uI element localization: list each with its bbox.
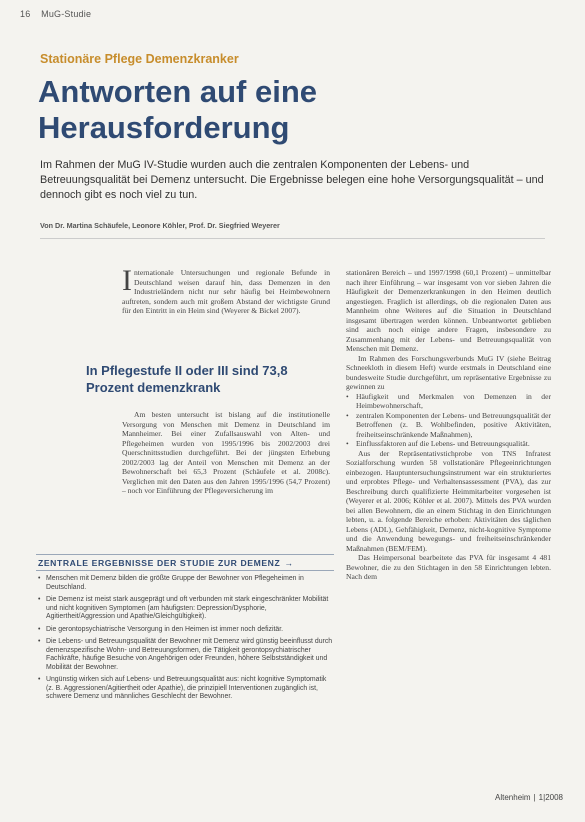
magazine-name: Altenheim [495,793,531,802]
box-title-text: ZENTRALE ERGEBNISSE DER STUDIE ZUR DEMENZ [38,558,281,568]
arrow-right-icon: → [284,558,294,568]
title-line-2: Herausforderung [38,110,290,145]
body-paragraph-3: stationären Bereich – und 1997/1998 (60,1 Prozent) – unmittelbar nach ihrer Einführung – war insgesamt von vor sieben Jahren die Häufigkeit der Demenzerkrankungen in den Heimen deutlich angestiegen. Fraglich ist allerdings, ob die regionalen Daten aus Mannheim ohne Weiteres auf die Situation in Deutschland insgesamt übertragen werden können. Unbeantwortet geblieben sind auch noch einige andere Fragen, insbesondere zu Zusammenhang mit der Lebens- und Betreuungsqualität von Menschen mit Demenz. [346,268,551,353]
body-paragraph-5: Aus der Repräsentativstichprobe von TNS Infratest Sozialforschung wurden 58 vollstationäre Pflegeeinrichtungen einbezogen. Hauptuntersuchungsinstrument war ein strukturiertes und erprobtes Pflege- und Verhaltensassessment (PVA), das zur Beschreibung durch qualifizierte Heimmitarbeiter vorgesehen ist (Weyerer et al. 2006; Köhler et al. 2007). Mittels des PVA wurden bei allen Bewohnern, die an einem Stichtag in den Einrichtungen lebten, u. a. folgende Bereiche erhoben: Aktivitäten des täglichen Lebens (ADL), Gehfähigkeit, Demenz, nicht-kognitive Symptome und die Anwendung bewegungs- und freiheitseinschränkender Maßnahmen (BEM/FEM). [346,448,551,553]
finding-item: • Ungünstig wirken sich auf Lebens- und Betreuungsqualität aus: nicht kognitive Symptomatik (z. B. Aggressionen/Agitiertheit oder Apathie), die prinzipiell Interventionen zugänglich ist, schwere Demenz und männliches Geschlecht der Bewohner. [36,676,334,702]
finding-item: • Die Lebens- und Betreuungsqualität der Bewohner mit Demenz wird günstig beeinflusst durch demenzspezifische Wohn- und Betreuungsformen, die Tätigkeit gerontopsychiatrischer Fachkräfte, häufige Besuche von Angehörigen oder Freunden, höhere Selbstständigkeit und Mobilität der Bewohner. [36,638,334,672]
finding-item: • Die gerontopsychiatrische Versorgung in den Heimen ist immer noch defizitär. [36,626,334,635]
body-column-2 [346,268,551,582]
drop-cap: I [122,264,132,297]
issue-number: 1|2008 [538,793,563,802]
list-item: • Häufigkeit und Merkmalen von Demenzen in der Heimbewohnerschaft, [346,392,551,411]
body-paragraph-6: Das Heimpersonal bearbeitete das PVA für insgesamt 4 481 Bewohner, die zu den Stichtagen in den 58 Einrichtungen lebten. Nach dem [346,553,551,581]
page-number: 16 [20,9,31,19]
page-footer: Altenheim | 1|2008 [495,793,563,802]
body-column-1 [122,264,330,316]
finding-item: • Menschen mit Demenz bilden die größte Gruppe der Bewohner von Pflegeheimen in Deutschland. [36,575,334,592]
title-line-1: Antworten auf eine [38,74,318,109]
list-item: • Einflussfaktoren auf die Lebens- und Betreuungsqualität. [346,439,551,449]
divider [40,238,545,239]
article-title [38,74,548,146]
box-title [36,554,334,571]
research-aims-list [346,392,551,449]
subheading: In Pflegestufe II oder III sind 73,8 Prozent demenzkrank [86,363,288,395]
finding-item: • Die Demenz ist meist stark ausgeprägt und oft verbunden mit stark eingeschränkter Mobilität und nicht kognitiven Symptomen (am häufigsten: Depression/Dysphorie, Agitiertheit/Aggression und Apathie/Gleichgültigkeit). [36,596,334,622]
intro-text: nternationale Untersuchungen und regionale Befunde in Deutschland weisen darauf hin, dass Demenzen in den Industrieländern nicht nur sehr häufig bei Heimbewohnern auftreten, sondern auch mit großem Abstand der wichtigste Grund für den Eintritt in ein Heim sind (Weyerer & Bickel 2007). [122,268,330,315]
list-item: • zentralen Komponenten der Lebens- und Betreuungsqualität der Betroffenen (z. B. Wohlbefinden, positive Aktivitäten, freiheitseinschränkende Maßnahmen), [346,411,551,440]
kicker: Stationäre Pflege Demenzkranker [40,52,239,66]
body-paragraph-4: Im Rahmen des Forschungsverbunds MuG IV (siehe Beitrag Schneekloth in diesem Heft) wurde erstmals in Deutschland eine bundesweite Studie durchgeführt, um repräsentative Ergebnisse zu gewinnen zu [346,353,551,391]
findings-list [36,575,334,702]
running-head [20,9,91,19]
key-findings-box [36,554,334,762]
lead-paragraph: Im Rahmen der MuG IV-Studie wurden auch die zentralen Komponenten der Lebens- und Betreuungsqualität bei Demenz untersucht. Die Ergebnisse belegen eine hohe Versorgungsqualität – und dennoch gibt es noch viel zu tun. [40,159,544,201]
author-line: Von Dr. Martina Schäufele, Leonore Köhler, Prof. Dr. Siegfried Weyerer [40,221,280,230]
intro-paragraph [122,264,330,316]
section-label: MuG-Studie [41,9,92,19]
body-paragraph-2: Am besten untersucht ist bislang auf die institutionelle Versorgung von Menschen mit Demenz in Deutschland im Mannheimer. Bei einer Zufallsauswahl von Alten- und Pflegeheimen wurden von 1995/1996 bis 2002/2003 drei Querschnittsstudien durchgeführt. Bei der jüngsten Erhebung 2002/2003 lag der Anteil von Menschen mit Demenz an der Bewohnerschaft bei 65,3 Prozent (Schäufele et al. 2008c). Verglichen mit den Daten aus den Jahren 1995/1996 (54,7 Prozent) – noch vor Einführung der Pflegeversicherung im [122,410,330,495]
